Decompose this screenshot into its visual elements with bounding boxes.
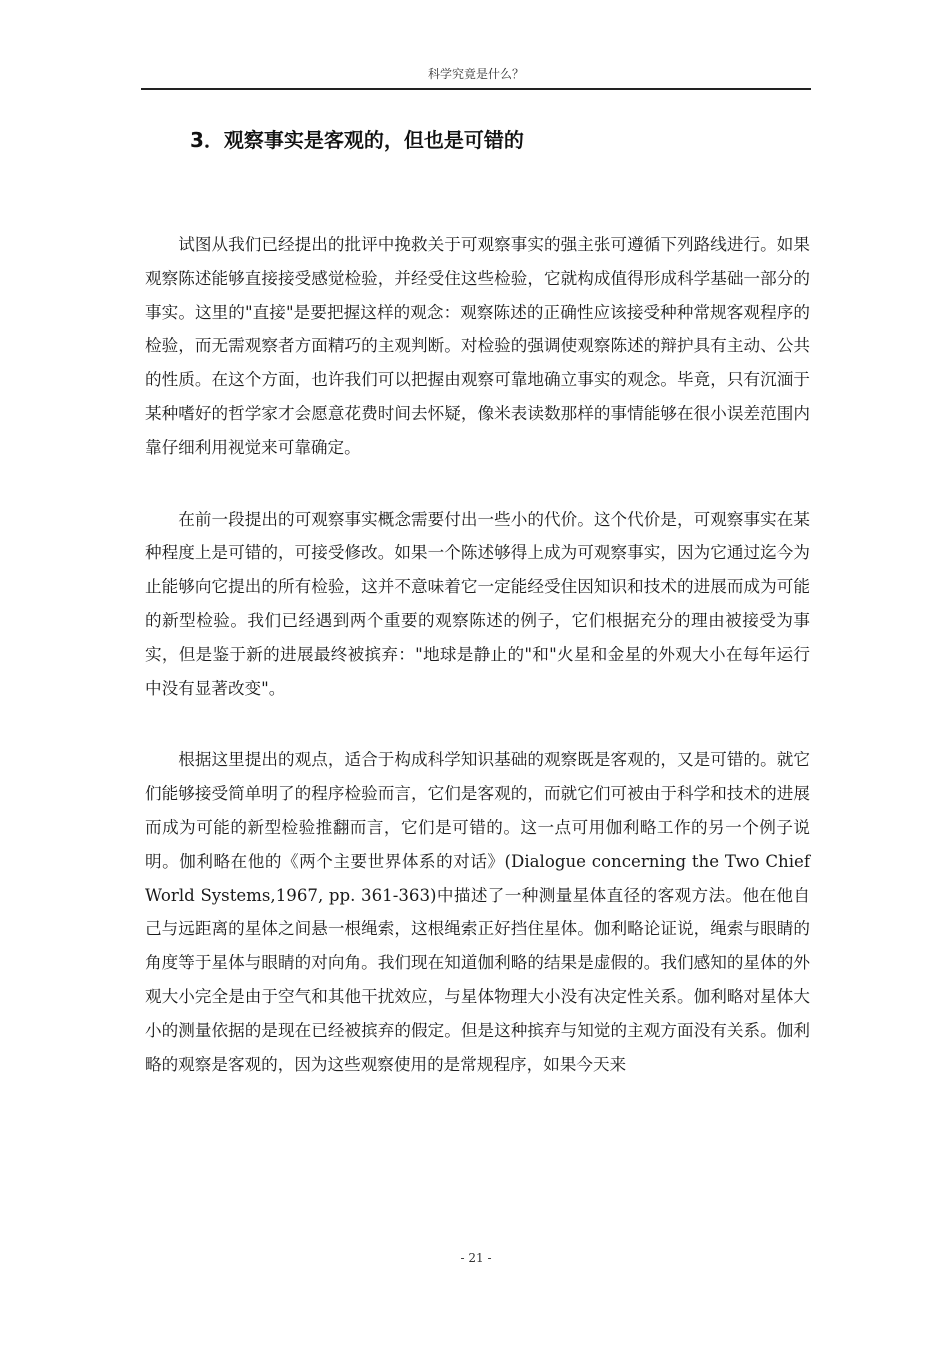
running-header — [141, 66, 811, 90]
paragraph-2: 在前一段提出的可观察事实概念需要付出一些小的代价。这个代价是，可观察事实在某种程度上是可错的，可接受修改。如果一个陈述够得上成为可观察事实，因为它通过迄今为止能够向它提出的所有检验，这并不意味着它一定能经受住因知识和技术的进展而成为可能的新型检验。我们已经遇到两个重要的观察陈述的例子，它们根据充分的理由被接受为事实，但是鉴于新的进展最终被摈弃："地球是静止的"和"火星和金星的外观大小在每年运行中没有显著改变"。 — [145, 509, 810, 698]
paragraph-3: 根据这里提出的观点，适合于构成科学知识基础的观察既是客观的，又是可错的。就它们能够接受简单明了的程序检验而言，它们是客观的，而就它们可被由于科学和技术的进展而成为可能的新型检验推翻而言，它们是可错的。这一点可用伽利略工作的另一个例子说明。伽利略在他的《两个主要世界体系的对话》(Dialogue concerning the Two Chief World Systems,1967, pp. 361-363)中描述了一种测量星体直径的客观方法。他在他自己与远距离的星体之间悬一根绳索，这根绳索正好挡住星体。伽利略论证说，绳索与眼睛的角度等于星体与眼睛的对向角。我们现在知道伽利略的结果是虚假的。我们感知的星体的外观大小完全是由于空气和其他干扰效应，与星体物理大小没有决定性关系。伽利略对星体大小的测量依据的是现在已经被摈弃的假定。但是这种摈弃与知觉的主观方面没有关系。伽利略的观察是客观的，因为这些观察使用的是常规程序，如果今天来 — [145, 750, 810, 1074]
page-number: - 21 - — [460, 1251, 492, 1265]
body-text — [145, 228, 810, 1119]
paragraph-1: 试图从我们已经提出的批评中挽救关于可观察事实的强主张可遵循下列路线进行。如果观察陈述能够直接接受感觉检验，并经受住这些检验，它就构成值得形成科学基础一部分的事实。这里的"直接"是要把握这样的观念：观察陈述的正确性应该接受种种常规客观程序的检验，而无需观察者方面精巧的主观判断。对检验的强调使观察陈述的辩护具有主动、公共的性质。在这个方面，也许我们可以把握由观察可靠地确立事实的观念。毕竟，只有沉湎于某种嗜好的哲学家才会愿意花费时间去怀疑，像米表读数那样的事情能够在很小误差范围内靠仔细利用视觉来可靠确定。 — [145, 235, 810, 457]
running-title: 科学究竟是什么？ — [427, 67, 524, 81]
section-title: 3．观察事实是客观的，但也是可错的 — [190, 128, 524, 152]
